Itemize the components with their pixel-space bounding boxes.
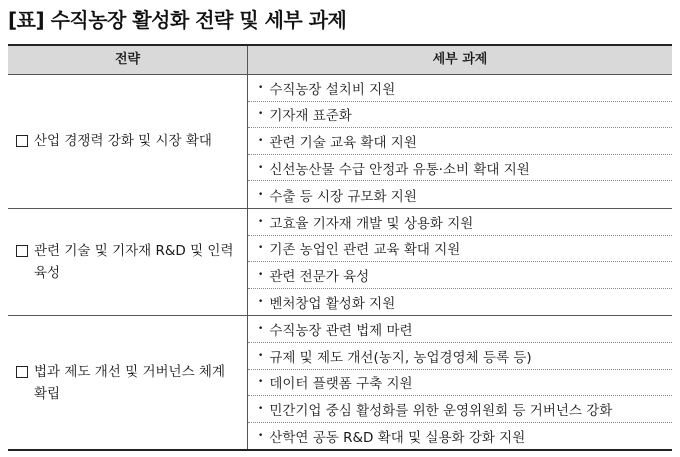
task-list	[248, 75, 672, 208]
bullet-icon: •	[258, 162, 264, 173]
strategy-label: 법과 제도 개선 및 거버넌스 체계 확립	[34, 363, 225, 402]
list-item	[248, 102, 672, 129]
header-strategy: 전략	[8, 46, 248, 74]
list-item	[248, 370, 672, 397]
strategy-cell	[8, 209, 248, 315]
checkbox-square-icon	[16, 135, 28, 147]
list-item	[248, 343, 672, 370]
task-label: 관련 기술 교육 확대 지원	[269, 134, 417, 151]
checkbox-square-icon	[16, 366, 28, 378]
bullet-icon: •	[258, 82, 264, 93]
bullet-icon: •	[258, 269, 264, 280]
bullet-icon: •	[258, 350, 264, 361]
list-item	[248, 396, 672, 423]
task-label: 수출 등 시장 규모화 지원	[269, 188, 417, 205]
table-row-group	[8, 316, 672, 449]
list-item	[248, 181, 672, 208]
page-title: [표] 수직농장 활성화 전략 및 세부 과제	[8, 8, 347, 32]
table-row-group	[8, 209, 672, 316]
strategy-cell	[8, 75, 248, 208]
task-label: 기자재 표준화	[269, 108, 352, 125]
task-label: 고효율 기자재 개발 및 상용화 지원	[269, 215, 474, 232]
bullet-icon: •	[258, 216, 264, 227]
bullet-icon: •	[258, 109, 264, 120]
bullet-icon: •	[258, 189, 264, 200]
strategy-label: 관련 기술 및 기자재 R&D 및 인력 육성	[34, 243, 234, 282]
list-item	[248, 75, 672, 102]
list-item	[248, 423, 672, 450]
list-item	[248, 155, 672, 182]
list-item	[248, 262, 672, 289]
checkbox-square-icon	[16, 245, 28, 257]
table-header	[8, 46, 672, 75]
bullet-icon: •	[258, 243, 264, 254]
list-item	[248, 316, 672, 343]
bullet-icon: •	[258, 297, 264, 308]
task-label: 수직농장 설치비 지원	[269, 81, 396, 98]
task-label: 규제 및 제도 개선(농지, 농업경영체 등록 등)	[269, 349, 532, 366]
bullet-icon: •	[258, 431, 264, 442]
header-tasks: 세부 과제	[432, 52, 488, 67]
task-label: 관련 전문가 육성	[269, 268, 370, 285]
task-label: 민간기업 중심 활성화를 위한 운영위원회 등 거버넌스 강화	[269, 402, 613, 419]
list-item	[248, 236, 672, 263]
strategy-label: 산업 경쟁력 강화 및 시장 확대	[34, 133, 212, 150]
bullet-icon: •	[258, 377, 264, 388]
bullet-icon: •	[258, 324, 264, 335]
table-row-group	[8, 75, 672, 209]
bullet-icon: •	[258, 135, 264, 146]
task-label: 벤처창업 활성화 지원	[269, 296, 396, 313]
task-list	[248, 316, 672, 449]
list-item	[248, 289, 672, 316]
bullet-icon: •	[258, 403, 264, 414]
task-label: 수직농장 관련 법제 마련	[269, 323, 413, 340]
task-label: 신선농산물 수급 안정과 유통·소비 확대 지원	[269, 161, 530, 178]
task-label: 데이터 플랫폼 구축 지원	[269, 376, 413, 393]
task-list	[248, 209, 672, 315]
task-label: 기존 농업인 관련 교육 확대 지원	[269, 242, 461, 259]
strategy-cell	[8, 316, 248, 449]
strategy-table	[8, 44, 672, 451]
task-label: 산학연 공동 R&D 확대 및 실용화 강화 지원	[269, 430, 526, 447]
list-item	[248, 209, 672, 236]
list-item	[248, 128, 672, 155]
